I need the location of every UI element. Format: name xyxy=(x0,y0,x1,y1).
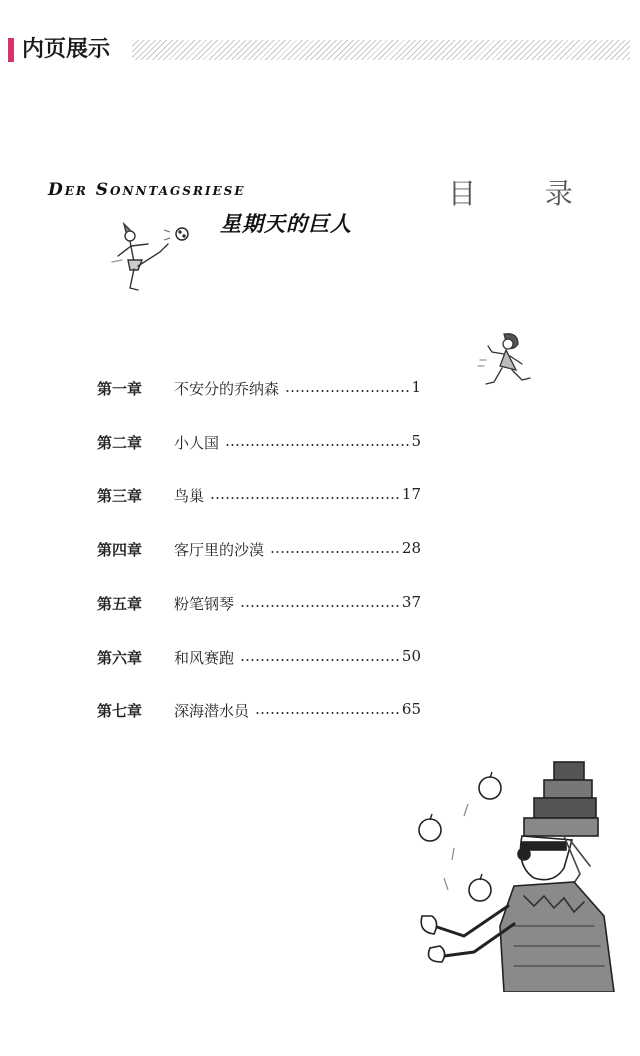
running-child-illustration xyxy=(474,330,540,394)
toc-entry[interactable] xyxy=(97,539,427,565)
toc-chapter-title: 鸟巢 xyxy=(174,485,208,506)
toc-chapter-label: 第一章 xyxy=(97,380,143,398)
toc-page-number: 37 xyxy=(401,592,421,611)
toc-chapter-title: 小人国 xyxy=(174,432,223,453)
toc-chapter-title: 深海潜水员 xyxy=(174,700,253,721)
toc-page-number: 65 xyxy=(401,700,421,719)
toc-chapter-title: 和风赛跑 xyxy=(174,647,238,668)
toc-dot-leader xyxy=(285,390,409,392)
toc-dot-leader xyxy=(255,712,400,714)
toc-page-number: 28 xyxy=(401,539,421,558)
book-title-chinese: 星期天的巨人 xyxy=(220,212,352,236)
book-title-german: Der Sonntagsriese xyxy=(48,180,246,200)
toc-dot-leader xyxy=(240,605,400,607)
toc-entry[interactable] xyxy=(97,700,427,726)
toc-entry[interactable] xyxy=(97,432,427,458)
toc-dot-leader xyxy=(210,497,400,499)
toc-chapter-label: 第六章 xyxy=(97,648,143,667)
kicking-child-illustration xyxy=(108,222,198,294)
toc-entry[interactable] xyxy=(97,593,427,619)
toc-entry[interactable] xyxy=(97,378,427,404)
toc-chapter-title: 客厅里的沙漠 xyxy=(174,539,268,560)
toc-page-number: 17 xyxy=(401,485,421,504)
toc-chapter-label: 第三章 xyxy=(97,487,143,506)
toc-entry[interactable] xyxy=(97,485,427,511)
toc-chapter-label: 第七章 xyxy=(97,702,143,721)
section-header xyxy=(0,32,640,68)
section-title: 内页展示 xyxy=(22,37,111,62)
toc-page-number: 5 xyxy=(411,431,421,450)
toc-dot-leader xyxy=(225,444,409,446)
accent-bar xyxy=(8,38,14,62)
toc-chapter-label: 第五章 xyxy=(97,594,143,613)
toc-chapter-title: 粉笔钢琴 xyxy=(174,593,238,614)
toc-page-number: 1 xyxy=(411,378,421,396)
toc-dot-leader xyxy=(270,551,400,553)
toc-heading: 目 录 xyxy=(448,177,603,210)
decorative-stripes xyxy=(132,40,630,60)
toc-chapter-label: 第四章 xyxy=(97,541,143,560)
toc-entry[interactable] xyxy=(97,647,427,673)
toc-page-number: 50 xyxy=(401,646,421,665)
toc-chapter-label: 第二章 xyxy=(97,433,143,452)
juggling-clown-illustration xyxy=(404,756,616,992)
toc-chapter-title: 不安分的乔纳森 xyxy=(174,378,283,399)
toc-dot-leader xyxy=(240,659,400,661)
